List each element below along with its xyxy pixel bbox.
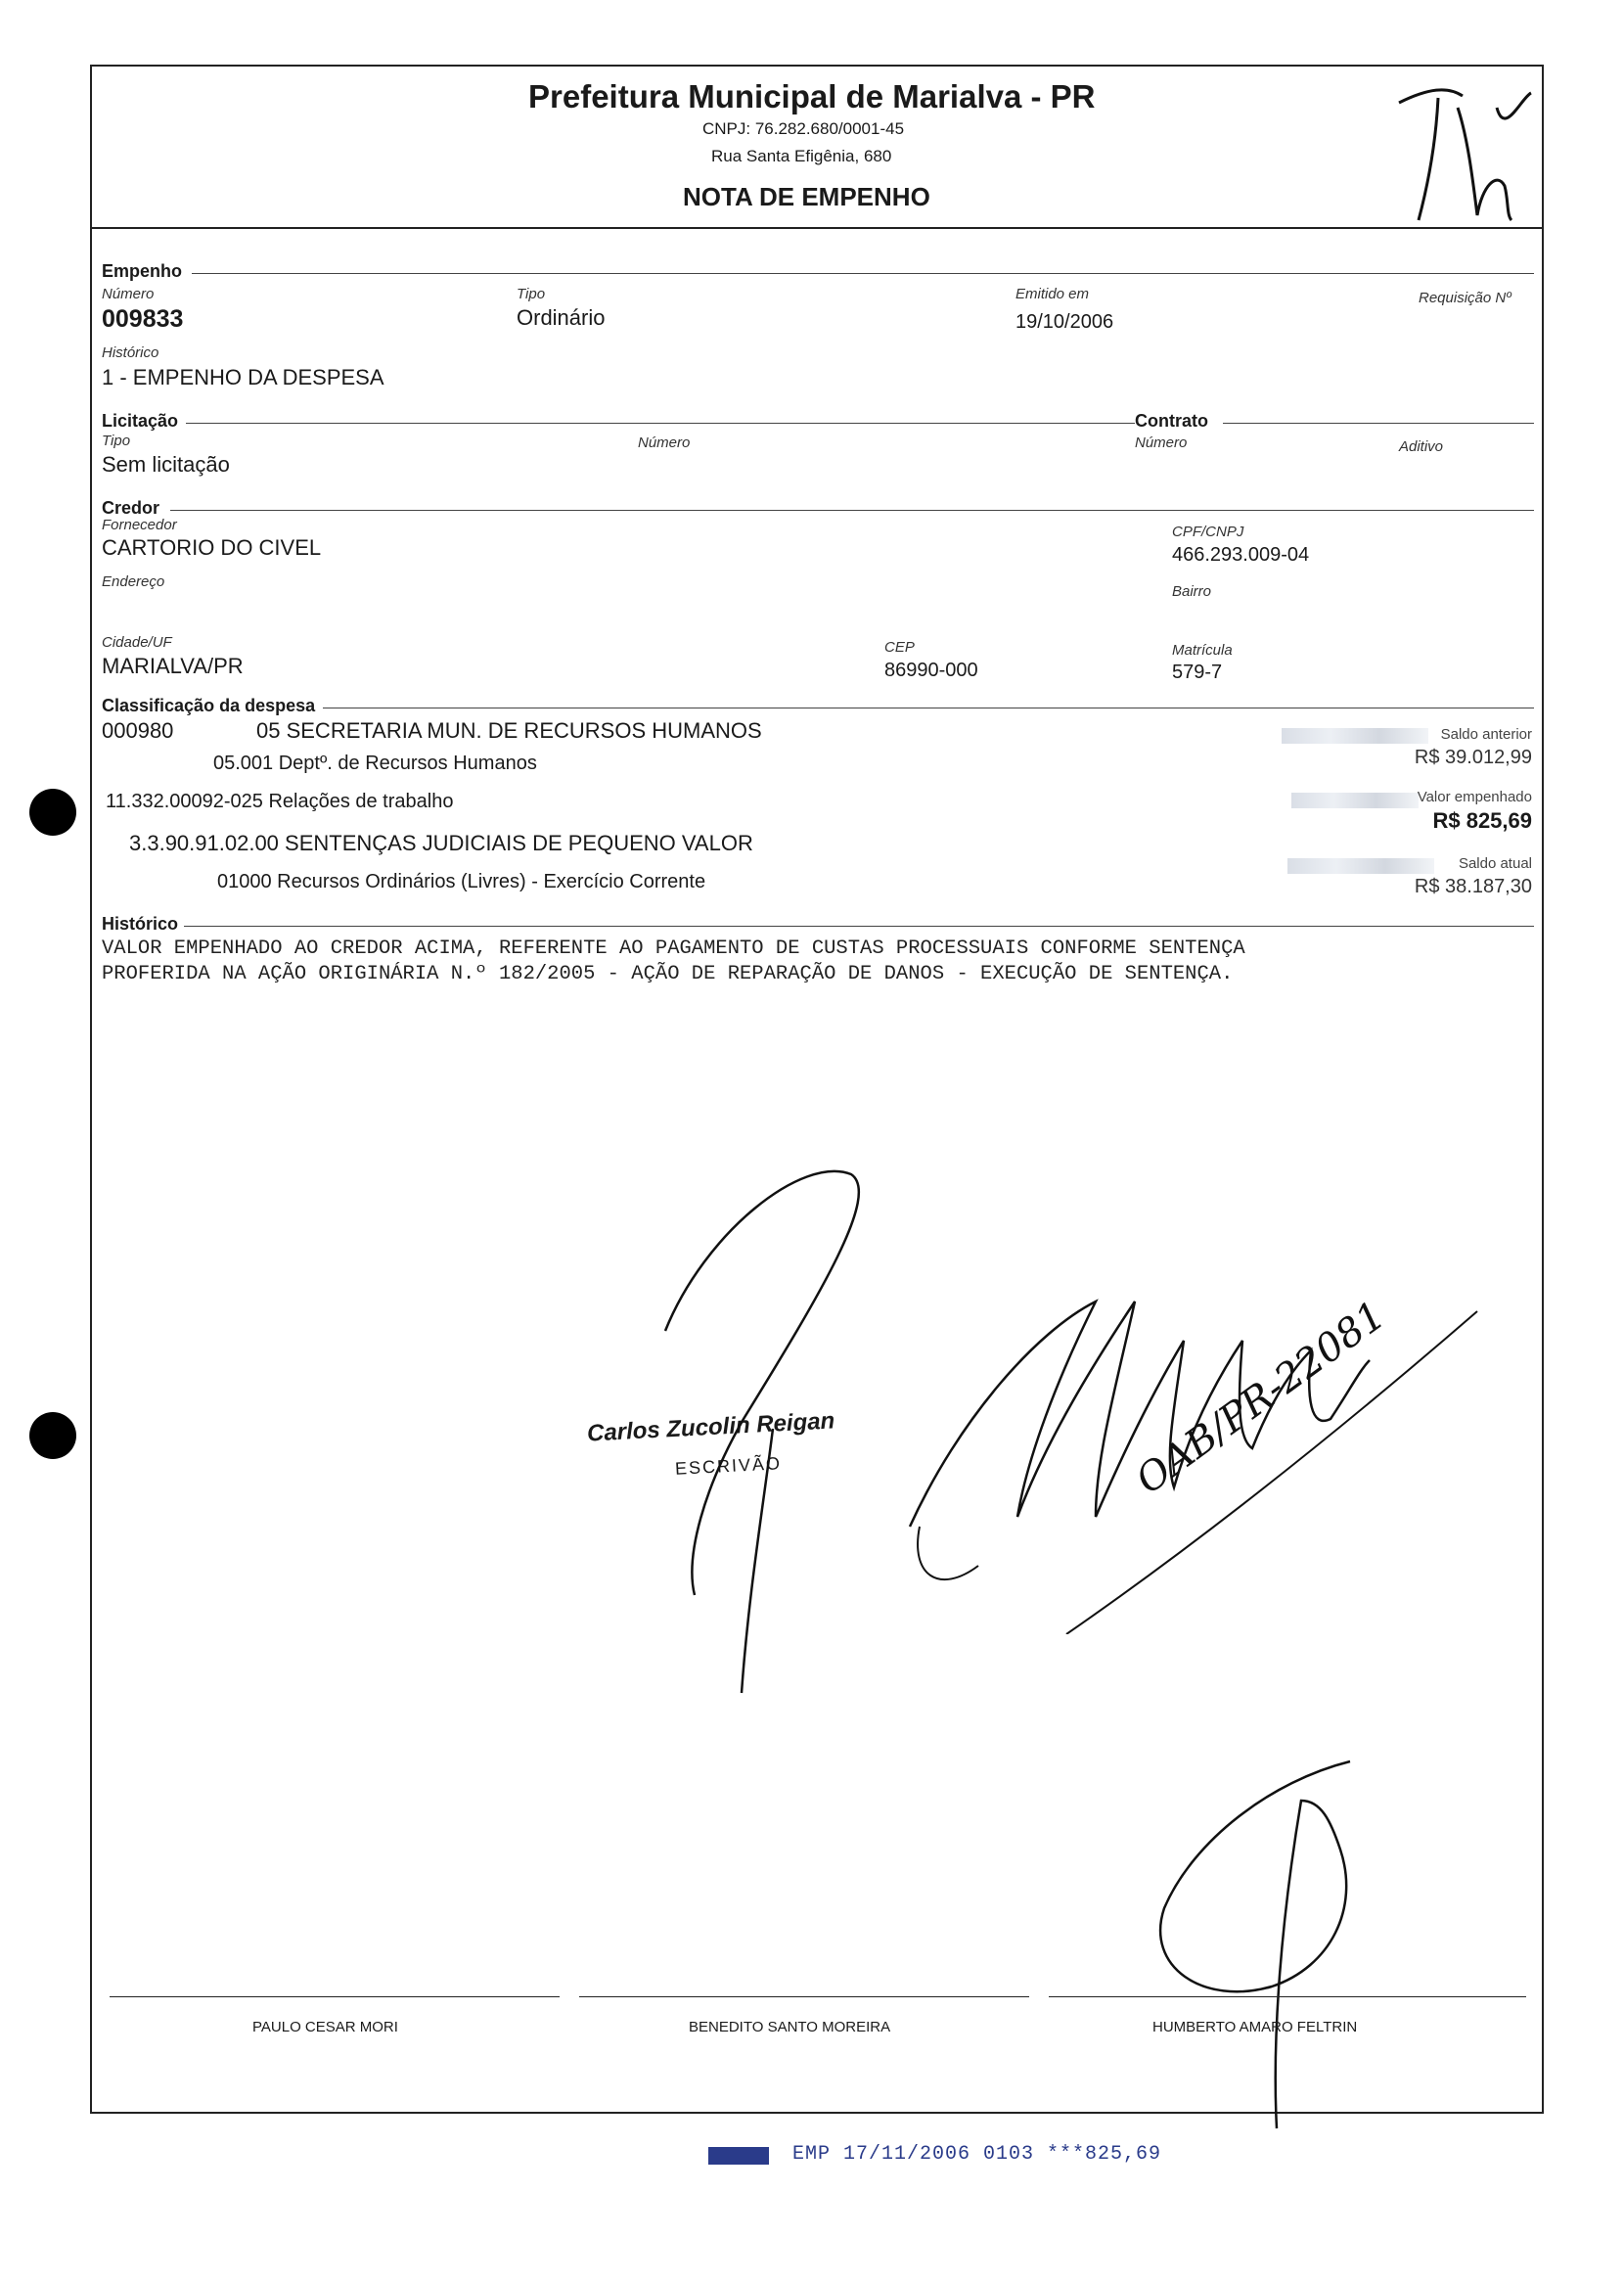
requisicao-label: Requisição Nº [1419, 290, 1511, 306]
valor-empenhado-label: Valor empenhado [1417, 789, 1532, 805]
bairro-label: Bairro [1172, 583, 1212, 600]
cep-label: CEP [884, 639, 915, 656]
document-type: NOTA DE EMPENHO [683, 182, 930, 211]
stamp-name: Carlos Zucolin Reigan [586, 1407, 835, 1447]
elemento: 3.3.90.91.02.00 SENTENÇAS JUDICIAIS DE PEQUENO VALOR [129, 831, 753, 855]
licitacao-numero-label: Número [638, 434, 691, 451]
redacted-bar [1287, 858, 1434, 874]
signature-bottom [1125, 1742, 1379, 2133]
punch-hole-bottom [29, 1412, 76, 1459]
empenho-numero-label: Número [102, 286, 155, 302]
redacted-bar [1291, 793, 1419, 808]
licitacao-tipo: Sem licitação [102, 452, 230, 477]
emitido-date: 19/10/2006 [1015, 311, 1114, 333]
signature-line-1 [110, 1996, 560, 1997]
signatory-2: BENEDITO SANTO MOREIRA [689, 2019, 891, 2035]
stamp-role: ESCRIVÃO [674, 1453, 783, 1479]
matricula-label: Matrícula [1172, 642, 1233, 659]
address: Rua Santa Efigênia, 680 [711, 147, 892, 165]
cpf-label: CPF/CNPJ [1172, 524, 1244, 540]
initials-signature [1389, 78, 1536, 235]
page-title: Prefeitura Municipal de Marialva - PR [528, 78, 1096, 114]
recurso: 01000 Recursos Ordinários (Livres) - Exercício Corrente [217, 871, 706, 892]
signature-scribble-left [626, 1135, 880, 1703]
empenho-numero: 009833 [102, 305, 184, 333]
saldo-anterior-label: Saldo anterior [1440, 726, 1532, 743]
saldo-atual-label: Saldo atual [1458, 855, 1532, 872]
section-classificacao: Classificação da despesa [102, 696, 321, 716]
section-empenho: Empenho [102, 261, 188, 282]
departamento: 05.001 Deptº. de Recursos Humanos [213, 753, 537, 774]
emitido-label: Emitido em [1015, 286, 1090, 302]
footer-logo [708, 2147, 769, 2165]
historico-line-1: VALOR EMPENHADO AO CREDOR ACIMA, REFERENTE AO PAGAMENTO DE CUSTAS PROCESSUAIS CONFORME SENTENÇA [102, 937, 1245, 960]
cidade: MARIALVA/PR [102, 654, 244, 678]
contrato-numero-label: Número [1135, 434, 1188, 451]
secretaria: 05 SECRETARIA MUN. DE RECURSOS HUMANOS [256, 718, 762, 743]
signatory-1: PAULO CESAR MORI [252, 2019, 398, 2035]
redacted-bar [1282, 728, 1428, 744]
historico-line-2: PROFERIDA NA AÇÃO ORIGINÁRIA N.º 182/2005 - AÇÃO DE REPARAÇÃO DE DANOS - EXECUÇÃO DE SENTENÇA. [102, 963, 1234, 985]
section-credor: Credor [102, 498, 165, 519]
empenho-tipo: Ordinário [517, 305, 606, 330]
fornecedor-label: Fornecedor [102, 517, 177, 533]
saldo-anterior: R$ 39.012,99 [1414, 747, 1532, 768]
valor-empenhado: R$ 825,69 [1432, 808, 1532, 833]
funcional: 11.332.00092-025 Relações de trabalho [106, 791, 454, 812]
oab-registration: OAB/PR-22081 [1127, 1293, 1394, 1503]
cnpj: CNPJ: 76.282.680/0001-45 [702, 119, 905, 138]
licitacao-tipo-label: Tipo [102, 433, 131, 449]
fornecedor: CARTORIO DO CIVEL [102, 535, 322, 560]
empenho-tipo-label: Tipo [517, 286, 546, 302]
historico-short-label: Histórico [102, 344, 159, 361]
matricula: 579-7 [1172, 662, 1223, 683]
section-contrato: Contrato [1135, 411, 1214, 432]
endereco-label: Endereço [102, 573, 165, 590]
cep: 86990-000 [884, 660, 978, 681]
classificacao-code: 000980 [102, 718, 174, 743]
cpf: 466.293.009-04 [1172, 544, 1310, 566]
footer-print-line: EMP 17/11/2006 0103 ***825,69 [792, 2143, 1162, 2166]
signature-line-3 [1049, 1996, 1526, 1997]
signature-large [900, 1223, 1487, 1634]
punch-hole-top [29, 789, 76, 836]
section-licitacao: Licitação [102, 411, 184, 432]
saldo-atual: R$ 38.187,30 [1414, 876, 1532, 897]
section-historico: Histórico [102, 914, 184, 935]
contrato-aditivo-label: Aditivo [1399, 438, 1444, 455]
historico-short: 1 - EMPENHO DA DESPESA [102, 365, 384, 389]
cidade-label: Cidade/UF [102, 634, 172, 651]
signature-line-2 [579, 1996, 1029, 1997]
signatory-3: HUMBERTO AMARO FELTRIN [1152, 2019, 1358, 2035]
